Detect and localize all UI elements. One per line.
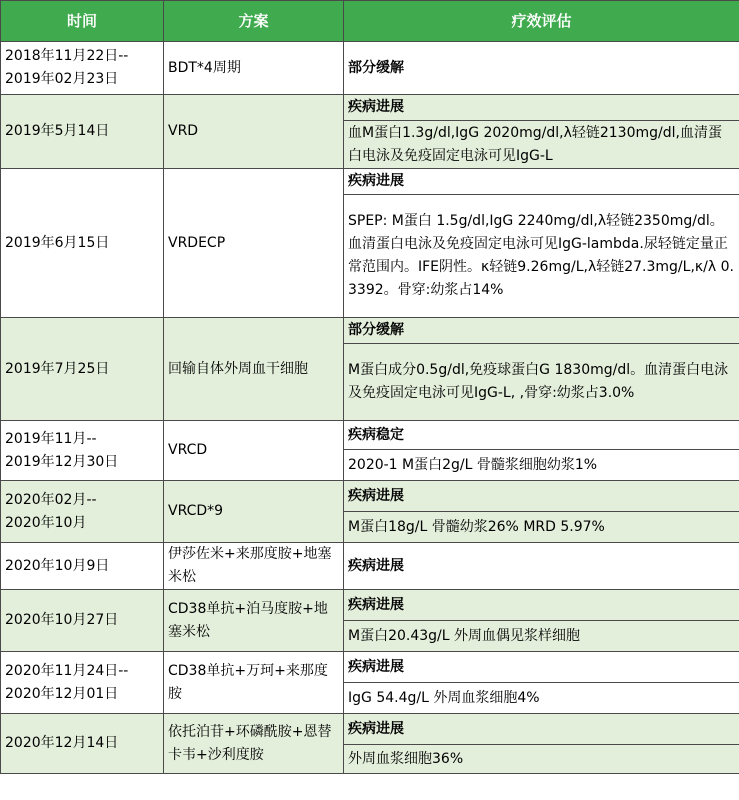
header-plan: 方案: [164, 1, 344, 42]
status-cell: 疾病进展: [344, 590, 739, 621]
status-cell: 疾病稳定: [344, 421, 739, 450]
detail-cell: 血M蛋白1.3g/dl,IgG 2020mg/dl,λ轻链2130mg/dl,血清蛋白电泳及免疫固定电泳可见IgG-L: [344, 121, 739, 169]
table-row: [1, 481, 739, 512]
time-cell: 2020年12月14日: [1, 714, 164, 774]
table-row: [1, 42, 739, 95]
plan-cell: VRCD*9: [164, 481, 344, 543]
status-cell: 疾病进展: [344, 481, 739, 512]
plan-cell: 回输自体外周血干细胞: [164, 318, 344, 421]
plan-cell: VRCD: [164, 421, 344, 481]
time-cell: 2020年02月-- 2020年10月: [1, 481, 164, 543]
time-cell: 2019年7月25日: [1, 318, 164, 421]
plan-cell: BDT*4周期: [164, 42, 344, 95]
header-row: [1, 1, 739, 42]
plan-cell: VRD: [164, 95, 344, 169]
status-cell: 疾病进展: [344, 543, 739, 590]
status-cell: 部分缓解: [344, 42, 739, 95]
time-cell: 2019年5月14日: [1, 95, 164, 169]
time-cell: 2020年10月27日: [1, 590, 164, 652]
time-cell: 2019年6月15日: [1, 169, 164, 318]
plan-cell: CD38单抗+万珂+来那度胺: [164, 652, 344, 714]
detail-cell: IgG 54.4g/L 外周血浆细胞4%: [344, 683, 739, 714]
detail-cell: M蛋白20.43g/L 外周血偶见浆样细胞: [344, 621, 739, 652]
time-cell: 2018年11月22日-- 2019年02月23日: [1, 42, 164, 95]
time-cell: 2019年11月-- 2019年12月30日: [1, 421, 164, 481]
table-row: [1, 590, 739, 621]
detail-cell: M蛋白18g/L 骨髓幼浆26% MRD 5.97%: [344, 512, 739, 543]
table-row: [1, 421, 739, 450]
status-cell: 部分缓解: [344, 318, 739, 344]
detail-cell: SPEP: M蛋白 1.5g/dl,IgG 2240mg/dl,λ轻链2350mg/dl。血清蛋白电泳及免疫固定电泳可见IgG-lambda.尿轻链定量正常范围内。IFE阴性。κ轻链9.26mg/L,λ轻链27.3mg/L,κ/λ 0.3392。骨穿:幼浆占14%: [344, 195, 739, 318]
time-cell: 2020年11月24日-- 2020年12月01日: [1, 652, 164, 714]
table-row: [1, 652, 739, 683]
plan-cell: CD38单抗+泊马度胺+地塞米松: [164, 590, 344, 652]
table-row: [1, 318, 739, 344]
header-time: 时间: [1, 1, 164, 42]
detail-cell: 外周血浆细胞36%: [344, 745, 739, 774]
table-row: [1, 714, 739, 745]
status-cell: 疾病进展: [344, 169, 739, 195]
plan-cell: 依托泊苷+环磷酰胺+恩替卡韦+沙利度胺: [164, 714, 344, 774]
detail-cell: 2020-1 M蛋白2g/L 骨髓浆细胞幼浆1%: [344, 450, 739, 481]
status-cell: 疾病进展: [344, 714, 739, 745]
table-row: [1, 169, 739, 195]
table-row: [1, 543, 739, 590]
detail-cell: M蛋白成分0.5g/dl,免疫球蛋白G 1830mg/dl。血清蛋白电泳及免疫固定电泳可见IgG-L, ,骨穿:幼浆占3.0%: [344, 344, 739, 421]
plan-cell: VRDECP: [164, 169, 344, 318]
table-row: [1, 95, 739, 121]
plan-cell: 伊莎佐米+来那度胺+地塞米松: [164, 543, 344, 590]
status-cell: 疾病进展: [344, 652, 739, 683]
status-cell: 疾病进展: [344, 95, 739, 121]
time-cell: 2020年10月9日: [1, 543, 164, 590]
header-eval: 疗效评估: [344, 1, 739, 42]
